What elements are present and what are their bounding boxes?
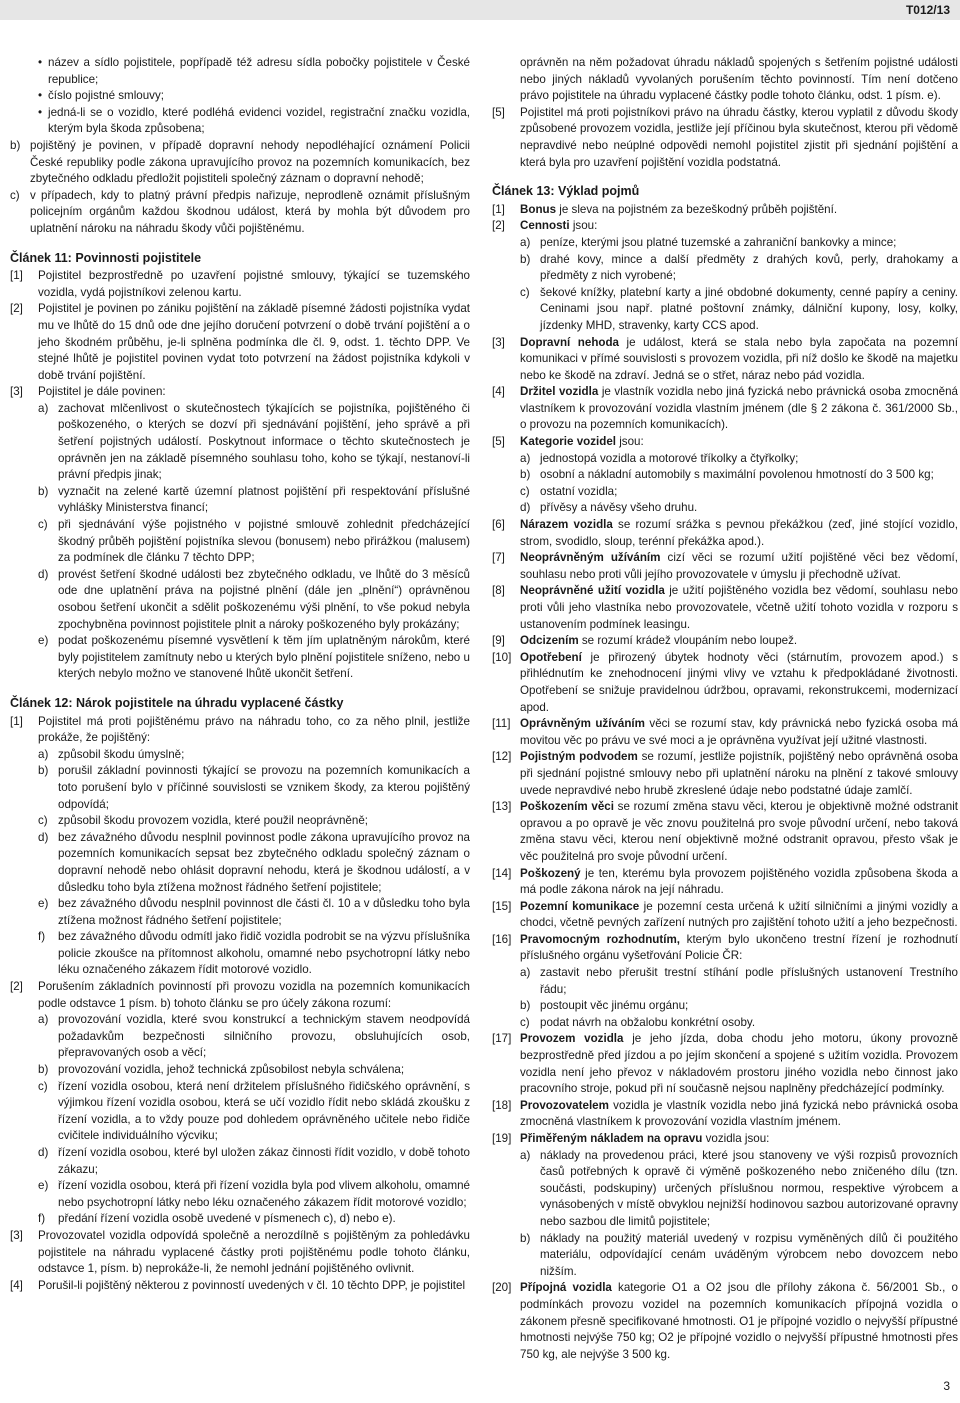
paragraph: oprávněn na něm požadovat úhradu nákladů spojených s šetřením pojistné události nebo jiných nákladů vyvolaných porušením těchto povinností. Tím není dotčeno právo pojistitele na úhradu vyplacené částky podle tohoto článku, odst. 1 písm. e). (520, 56, 958, 103)
item-marker: a) (520, 1148, 531, 1162)
item-text (520, 434, 958, 451)
numbered-clause (492, 105, 958, 171)
item-marker: e) (38, 897, 49, 911)
header-bar (0, 0, 960, 20)
term: Kategorie vozidel (520, 435, 616, 449)
item-text (520, 202, 958, 219)
numbered-clause (492, 1031, 958, 1097)
numbered-clause (10, 384, 470, 401)
item-marker: [1] (492, 202, 505, 216)
item-text: osobní a nákladní automobily s maximální povolenou hmotností do 3 500 kg; (540, 468, 934, 482)
item-marker: [3] (10, 385, 23, 399)
list-item (10, 747, 470, 764)
term-definition: se rozumí, jestliže pojistník, pojištěný nebo oprávněná osoba při sjednání pojistné smlouvy nebo při uplatnění nároku na plnění z takové smlouvy uvede nepravdivé nebo hrubě zkreslené údaje nebo podstatné údaje zamlčí. (520, 750, 958, 797)
item-text: porušil základní povinnosti týkající se provozu na pozemních komunikacích a toto porušení bylo v příčinné souvislosti se vznikem škody, za kterou pojištěný odpovídá; (58, 764, 470, 811)
item-marker: [19] (492, 1132, 512, 1145)
item-text (520, 866, 958, 899)
item-marker: d) (520, 501, 531, 515)
item-marker: a) (38, 1013, 49, 1027)
item-marker: [1] (10, 269, 23, 283)
term-definition: je vlastník vozidla nebo jiná fyzická nebo právnická osoba zmocněná vlastníkem k provozování vozidla vlastním jménem (dle § 2 zákona č. 361/2000 Sb., o provozu na pozemních komunikacích). (520, 385, 959, 432)
list-item (492, 467, 958, 484)
item-marker: a) (520, 966, 531, 980)
term: Odcizením (520, 634, 579, 648)
list-item (492, 1148, 958, 1231)
bullet-icon: • (38, 105, 43, 119)
list-item (10, 830, 470, 896)
bullet-icon: • (38, 56, 43, 69)
list-item (10, 1145, 470, 1178)
term: Pravomocným rozhodnutím, (520, 932, 680, 946)
term-definition: kategorie O1 a O2 jsou dle přílohy zákona č. 56/2001 Sb., o podmínkách provozu vozidel na pozemních komunikacích přípojná vozidla o zákonem přesně specifikované hmotnosti. O1 je přípojné vozidlo o nejvyšší přípustné hmotnosti nejvýše 750 kg; O2 je přípojné vozidlo o nejvyšší přípustné hmotnosti přes 750 kg, ale nejvýše 3 500 kg. (520, 1281, 958, 1361)
item-marker: b) (520, 999, 531, 1013)
item-text (520, 384, 958, 434)
numbered-clause (10, 268, 470, 301)
list-item (10, 567, 470, 633)
bullet-icon: • (38, 89, 43, 103)
item-text: jednostopá vozidla a motorové tříkolky a čtyřkolky; (540, 451, 799, 465)
item-text (520, 749, 958, 799)
bullet-item (10, 55, 470, 88)
numbered-clause (492, 633, 958, 650)
term: Neoprávněným užíváním (520, 551, 661, 565)
list-item (10, 1178, 470, 1211)
item-marker: [14] (492, 866, 512, 880)
item-text (520, 335, 958, 385)
item-marker: a) (38, 747, 49, 761)
term-definition: je užití pojištěného vozidla bez vědomí, souhlasu nebo proti vůli jeho vlastníka nebo provozovatele, včetně užití tohoto vozidla v rozporu s ustanovením podmínek leasingu. (520, 584, 958, 631)
list-item (10, 1211, 470, 1228)
term-definition: kterým bylo ukončeno trestní řízení je rozhodnutí příslušného orgánu vyšetřování Policie ČR: (520, 932, 958, 963)
item-text (520, 650, 958, 716)
numbered-clause (492, 583, 958, 633)
list-item (10, 929, 470, 979)
item-marker: a) (520, 235, 531, 249)
numbered-clause (492, 218, 958, 235)
numbered-clause (10, 979, 470, 1012)
item-marker: [5] (492, 105, 505, 119)
item-text (520, 1031, 958, 1097)
term-definition: je událost, která se stala nebo byla započata na pozemní komunikaci v přímé souvislosti s provozem vozidla, při níž došlo ke škodě na majetku nebo ke škodě na zdraví. Jedná se o střet, náraz nebo pád vozidla. (520, 335, 958, 382)
numbered-clause (492, 799, 958, 865)
item-marker: b) (38, 484, 49, 498)
item-marker: f) (38, 1212, 46, 1226)
term-definition: vozidla je vlastník vozidla nebo jiná fyzická nebo právnická osoba zmocněná vlastníkem k provozování vozidla vlastním jménem. (520, 1098, 958, 1129)
term: Pozemní komunikace (520, 899, 640, 913)
item-marker: f) (38, 930, 46, 944)
item-text: Porušením základních povinností při provozu vozidla na pozemních komunikacích podle odstavce 1 písm. b) tohoto článku se pro účely zákona rozumí: (38, 980, 470, 1010)
item-marker: [16] (492, 932, 512, 946)
bullet-item (10, 88, 470, 105)
item-marker: a) (38, 401, 49, 415)
item-marker: e) (38, 634, 49, 648)
list-item (492, 252, 958, 285)
item-marker: c) (10, 188, 20, 202)
item-text: šekové knížky, platební karty a jiné obdobné dokumenty, cenné papíry a ceniny. Ceninami jsou např. platné poštovní známky, dálniční kupony, losy, kolky, jízdenky MHD, stravenky, karty CCS apod. (540, 285, 958, 332)
list-item (10, 517, 470, 567)
term: Neoprávněné užití vozidla (520, 584, 665, 598)
term-definition: je jeho jízda, doba chodu jeho motoru, úkony provozně bezprostředně před jízdou a po jejím skončení a spojené s užitím vozidla. Provozem vozidla není jeho převoz v nákladovém prostoru jiného vozidla nebo činnost jako pracovního stroje, pokud při ní současně nejsou naplněny předcházející podmínky. (520, 1032, 958, 1096)
term: Poškozený (520, 866, 581, 880)
term: Nárazem vozidla (520, 518, 613, 532)
list-item (10, 1012, 470, 1062)
item-marker: [7] (492, 551, 505, 565)
item-text: jedná-li se o vozidlo, které podléhá evidenci vozidel, registrační značku vozidla, kterým byla škoda způsobena; (48, 105, 470, 136)
numbered-clause (492, 434, 958, 451)
item-text (520, 583, 958, 633)
item-text: Pojistitel je dále povinen: (38, 385, 166, 399)
item-marker: c) (38, 814, 48, 828)
numbered-clause (10, 1278, 470, 1295)
item-marker: [3] (10, 1228, 23, 1242)
item-text (520, 899, 958, 932)
term-definition: věci se rozumí stav, kdy právnická nebo fyzická osoba má movitou věc po právu ve své moci a je oprávněna využívat její užitné vlastnosti. (520, 717, 958, 747)
term-definition: je přirozený úbytek hodnoty věci (stárnutím, provozem apod.) s přihlédnutím ke znehodnocení jinými vlivy ve vztahu k předpokládané životnosti. Opotřebení se snižuje pravidelnou údržbou, opravami, rekonstrukcemi, modernizací apod. (520, 650, 958, 714)
item-text: podat návrh na obžalobu konkrétní osoby. (540, 1015, 756, 1029)
term-definition: je sleva na pojistném za bezeškodný průběh pojištění. (556, 202, 838, 216)
item-text: způsobil škodu úmyslně; (58, 747, 185, 761)
item-marker: [12] (492, 750, 512, 764)
list-item (10, 138, 470, 188)
item-text: zastavit nebo přerušit trestní stíhání podle příslušných ustanovení Trestního řádu; (540, 966, 958, 996)
item-text: řízení vozidla osobou, která při řízení vozidla byla pod vlivem alkoholu, omamné nebo psychotropní látky nebo léku označeného zákazem řídit motorové vozidlo; (58, 1179, 470, 1209)
item-text: v případech, kdy to platný právní předpis nařizuje, neprodleně oznámit příslušným policejním orgánům každou škodnou událost, která by mohla být důvodem pro uplatnění nároku na náhradu škody vůči pojištěnému. (30, 188, 470, 235)
list-item (10, 1062, 470, 1079)
item-text: Pojistitel bezprostředně po uzavření pojistné smlouvy, týkající se tuzemského vozidla, vydá pojistníkovi zelenou kartu. (38, 269, 470, 299)
list-item (492, 1015, 958, 1032)
item-marker: [4] (10, 1278, 23, 1292)
item-text: pojištěný je povinen, v případě dopravní nehody nepodléhající oznámení Policii České republiky podle zákona upravujícího provoz na pozemních komunikacích, bez zbytečného odkladu předložit pojistiteli společný záznam o dopravní nehodě; (30, 138, 470, 186)
term-definition: jsou: (569, 219, 598, 233)
term-definition: se rozumí změna stavu věci, kterou je objektivně možné odstranit opravou a po opravě je věc znovu použitelná pro svoje původní určení, nebo taková změna stavu věci, kterou není objektivně možné odstranit opravou, přesto však je věc použitelná pro svoje původní určení. (520, 800, 959, 863)
list-item (10, 633, 470, 683)
item-text (520, 1280, 958, 1363)
list-item (492, 451, 958, 468)
list-item (492, 998, 958, 1015)
item-text: číslo pojistné smlouvy; (48, 89, 164, 103)
term: Pojistným podvodem (520, 750, 638, 764)
numbered-clause (492, 550, 958, 583)
numbered-clause (492, 899, 958, 932)
numbered-clause (492, 1131, 958, 1148)
item-marker: d) (38, 830, 49, 844)
list-item (10, 1079, 470, 1145)
item-text: přívěsy a návěsy všeho druhu. (540, 501, 698, 515)
item-marker: b) (520, 468, 531, 482)
item-marker: b) (10, 138, 21, 152)
term-definition: vozidla jsou: (702, 1132, 770, 1145)
document-id: T012/13 (905, 3, 950, 17)
list-item (10, 763, 470, 813)
numbered-clause (492, 517, 958, 550)
item-text: ostatní vozidla; (540, 484, 618, 498)
item-marker: e) (38, 1179, 49, 1193)
item-marker: d) (38, 1146, 49, 1159)
item-marker: c) (520, 484, 530, 498)
list-item (10, 896, 470, 929)
item-text: vyznačit na zelené kartě územní platnost pojištění při respektování příslušné vyhlášky Ministerstva financí; (58, 484, 470, 515)
item-marker: [15] (492, 899, 512, 913)
bullet-item (10, 105, 470, 138)
item-marker: [3] (492, 335, 505, 349)
item-text: postoupit věc jinému orgánu; (540, 999, 689, 1013)
item-marker: [10] (492, 650, 512, 664)
item-text: řízení vozidla osobou, které byl uložen zákaz činnosti řídit vozidlo, v době tohoto zákazu; (58, 1146, 470, 1176)
item-marker: [2] (10, 302, 23, 316)
item-text: Provozovatel vozidla odpovídá společně a nerozdílně s pojištěným za pohledávku pojistitele na náhradu vyplacené částky proti pojištěnému podle tohoto článku, odstavce 1, písm. b) neprokáže-li, že nemohl jednání pojištěného ovlivnit. (38, 1228, 470, 1276)
item-text (520, 799, 958, 865)
numbered-clause (10, 714, 470, 747)
item-text: provozování vozidla, které svou konstrukcí a technickým stavem neodpovídá požadavkům bezpečnosti silničního provozu, obsluhujících osob, přepravovaných osob a věcí; (58, 1013, 470, 1060)
term-definition: cizí věci se rozumí užití pojištěné věci bez vědomí, souhlasu nebo proti vůli jejího provozovatele v úmyslu ji přechodně užívat. (520, 551, 959, 581)
numbered-clause (492, 1098, 958, 1131)
numbered-clause (492, 1280, 958, 1363)
item-marker: b) (38, 764, 49, 778)
item-marker: [4] (492, 385, 505, 399)
item-marker: b) (38, 1063, 49, 1077)
list-item (10, 813, 470, 830)
item-marker: c) (520, 1015, 530, 1029)
right-column (492, 55, 958, 1363)
term: Cennosti (520, 219, 570, 233)
term: Oprávněným užíváním (520, 717, 645, 731)
left-column (10, 55, 470, 1294)
item-marker: [9] (492, 634, 505, 648)
term-definition: se rozumí srážka s pevnou překážkou (zeď, jiné stojící vozidlo, strom, svodidlo, sloup, terénní překážka apod.). (520, 518, 958, 548)
item-marker: [13] (492, 800, 512, 814)
numbered-clause (492, 716, 958, 749)
term: Přiměřeným nákladem na opravu (520, 1132, 703, 1145)
list-item (492, 235, 958, 252)
list-item (492, 965, 958, 998)
item-text (520, 218, 958, 235)
item-text (520, 633, 958, 650)
item-text: bez závažného důvodu odmítl jako řidič vozidla podrobit se na výzvu příslušníka policie zkoušce na přítomnost alkoholu, omamné nebo psychotropní látky nebo léku označeného zákazem řídit motorové vozidlo. (58, 930, 470, 977)
item-text: způsobil škodu provozem vozidla, které použil neoprávněně; (58, 814, 368, 828)
numbered-clause (492, 650, 958, 716)
item-text: řízení vozidla osobou, která není držitelem příslušného řidičského oprávnění, s výjimkou řízení vozidla osobou, která se učí vozidlo řídit nebo skládá zkoušku z řízení vozidla, a to vždy pouze pod dohledem oprávněného učitele nebo řidiče cvičitele individuálního výcviku; (58, 1079, 470, 1143)
item-marker: [17] (492, 1032, 512, 1046)
numbered-clause (492, 866, 958, 899)
section-heading: Článek 12: Nárok pojistitele na úhradu vyplacené částky (10, 695, 344, 710)
item-marker: [5] (492, 435, 505, 449)
item-marker: c) (38, 1079, 48, 1093)
numbered-clause (492, 384, 958, 434)
numbered-clause (492, 932, 958, 965)
term: Dopravní nehoda (520, 335, 620, 349)
list-item (10, 401, 470, 484)
item-text: Pojistitel je povinen po zániku pojištění na základě písemné žádosti pojistníka vydat mu ve lhůtě do 15 dnů ode dne jejího doručení potvrzení o době trvání pojištění a o jeho škodném průběhu, je-li splněna podmínka dle čl. 9, odst. 1. těchto DPP. Ve stejné lhůtě je pojistitel povinen vydat toto potvrzení na žádost pojistníka kdykoli v době trvání pojištění. (38, 302, 470, 382)
item-text: náklady na provedenou práci, které jsou stanoveny ve výši rozpisů provozních časů potřebných k opravě či výměně poškozeného nebo zničeného dílu (tzn. součásti, podskupiny) určených příslušnou normou, respektive výrobcem a vynásobených v místě obvyklou nejnižší hodinovou sazbou autorizované opravny nebo sazbou dle limitů pojistitele; (540, 1148, 958, 1228)
list-item (10, 188, 470, 238)
item-text: bez závažného důvodu nesplnil povinnost podle zákona upravujícího provoz na pozemních komunikacích sepsat bez zbytečného odkladu společný záznam o dopravní nehodě nebo ohlásit dopravní nehodu, která je škodnou událostí, a v důsledku toho byla ztížena možnost řádného šetření pojistitele; (58, 830, 470, 894)
item-marker: [2] (492, 219, 505, 233)
item-text: předání řízení vozidla osobě uvedené v písmenech c), d) nebo e). (58, 1212, 396, 1226)
numbered-clause (492, 202, 958, 219)
term-definition: jsou: (616, 435, 644, 449)
item-text (520, 716, 958, 749)
item-text (520, 550, 958, 583)
item-text: provést šetření škodné události bez zbytečného odkladu, ve lhůtě do 3 měsíců ode dne uplatnění práva na pojistné plnění (dále jen „plnění“) oprávněnou osobou šetření ukončit a sdělit poškozenému výši plnění, to vše pokud nebyla zpochybněna povinnost pojistitele plnit a nároky poškozeného byly prokázány; (58, 567, 470, 631)
numbered-clause (492, 335, 958, 385)
item-marker: [1] (10, 714, 23, 728)
item-text: provozování vozidla, jehož technická způsobilost nebyla schválena; (58, 1063, 405, 1077)
list-item (492, 1231, 958, 1281)
numbered-clause (492, 749, 958, 799)
item-text: bez závažného důvodu nesplnil povinnost dle části čl. 10 a v důsledku toho byla ztížena možnost řádného šetření pojistitele; (58, 897, 470, 927)
item-text: Pojistitel má proti pojistníkovi právo na úhradu částky, kterou vyplatil z důvodu škody způsobené provozem vozidla, jestliže její příčinou byla skutečnost, kterou při vědomě nepravdivé nebo neúplné odpovědi nemohl pojistitel zjistit při sjednání pojištění a která byla pro uzavření pojištění vozidla podstatná. (520, 105, 958, 169)
item-text: Porušil-li pojištěný některou z povinností uvedených v čl. 10 těchto DPP, je pojistitel (38, 1278, 466, 1292)
list-item (492, 484, 958, 501)
page-number: 3 (943, 1379, 950, 1394)
item-marker: c) (38, 518, 48, 532)
term: Provozovatelem (520, 1098, 609, 1112)
item-marker: [20] (492, 1281, 512, 1295)
term: Poškozením věci (520, 800, 614, 814)
numbered-clause (10, 1228, 470, 1278)
item-text: název a sídlo pojistitele, popřípadě též adresu sídla pobočky pojistitele v České republice; (48, 56, 470, 86)
item-text: Pojistitel má proti pojištěnému právo na náhradu toho, co za něho plnil, jestliže prokáže, že pojištěný: (38, 714, 470, 745)
section-heading: Článek 13: Výklad pojmů (492, 184, 640, 199)
list-item (492, 285, 958, 335)
item-marker: b) (520, 252, 531, 266)
term-definition: je ten, kterému byla provozem pojištěného vozidla způsobena škoda a má podle zákona nárok na její náhradu. (520, 866, 958, 897)
item-marker: b) (520, 1231, 531, 1245)
term-definition: je pozemní cesta určená k užití silničními a jinými vozidly a chodci, včetně pevných zařízení nutných pro zajištění tohoto užití a jeho bezpečnosti. (520, 899, 958, 930)
item-text: drahé kovy, mince a další předměty z drahých kovů, perly, drahokamy a předměty z nich vyrobené; (540, 252, 958, 283)
item-text (520, 1098, 958, 1131)
item-marker: [8] (492, 584, 505, 598)
item-marker: d) (38, 567, 49, 581)
numbered-clause (10, 301, 470, 384)
item-text (520, 932, 958, 965)
item-marker: [11] (492, 717, 511, 731)
item-text (520, 1131, 958, 1148)
term: Držitel vozidla (520, 385, 599, 399)
item-marker: [2] (10, 980, 23, 994)
item-marker: [6] (492, 518, 505, 532)
item-text: náklady na použitý materiál uvedený v rozpisu vyměněných dílů či použitého materiálu, odpovídající cenám uváděným výrobcem nebo dovozcem nebo nižším. (540, 1231, 958, 1278)
item-text: zachovat mlčenlivost o skutečnostech týkajících se pojistníka, pojištěného či poškozeného, o kterých se dozví při sjednávání pojištění, jeho správě a při šetření pojistných událostí. Poskytnout informace o těchto skutečnostech je oprávněn jen na základě písemného souhlasu toho, koho se týkají, nestanoví-li právní předpis jinak; (58, 401, 470, 482)
term: Provozem vozidla (520, 1032, 624, 1046)
item-text: podat poškozenému písemné vysvětlení k těm jím uplatněným nárokům, které byly pojistitelem zamítnuty nebo u kterých bylo plnění pojistitele sníženo, nebo u kterých nebylo možno ve stanovené lhůtě ukončit šetření. (58, 634, 470, 681)
term: Přípojná vozidla (520, 1281, 612, 1295)
term: Opotřebení (520, 650, 582, 664)
section-heading: Článek 11: Povinnosti pojistitele (10, 250, 202, 265)
item-marker: c) (520, 285, 530, 299)
list-item (10, 484, 470, 517)
item-text: při sjednávání výše pojistného v pojistné smlouvě zohlednit předcházející škodný průběh pojištění pojistníka slevou (bonusem) nebo přirážkou (malusem) za podmínek dle článku 7 těchto DPP; (58, 518, 470, 565)
item-text: peníze, kterými jsou platné tuzemské a zahraniční bankovky a mince; (540, 235, 897, 249)
term-definition: se rozumí krádež vloupáním nebo loupež. (578, 634, 798, 648)
term: Bonus (520, 202, 557, 216)
item-marker: [18] (492, 1098, 512, 1112)
item-marker: a) (520, 451, 531, 465)
item-text (520, 517, 958, 550)
list-item (492, 500, 958, 517)
